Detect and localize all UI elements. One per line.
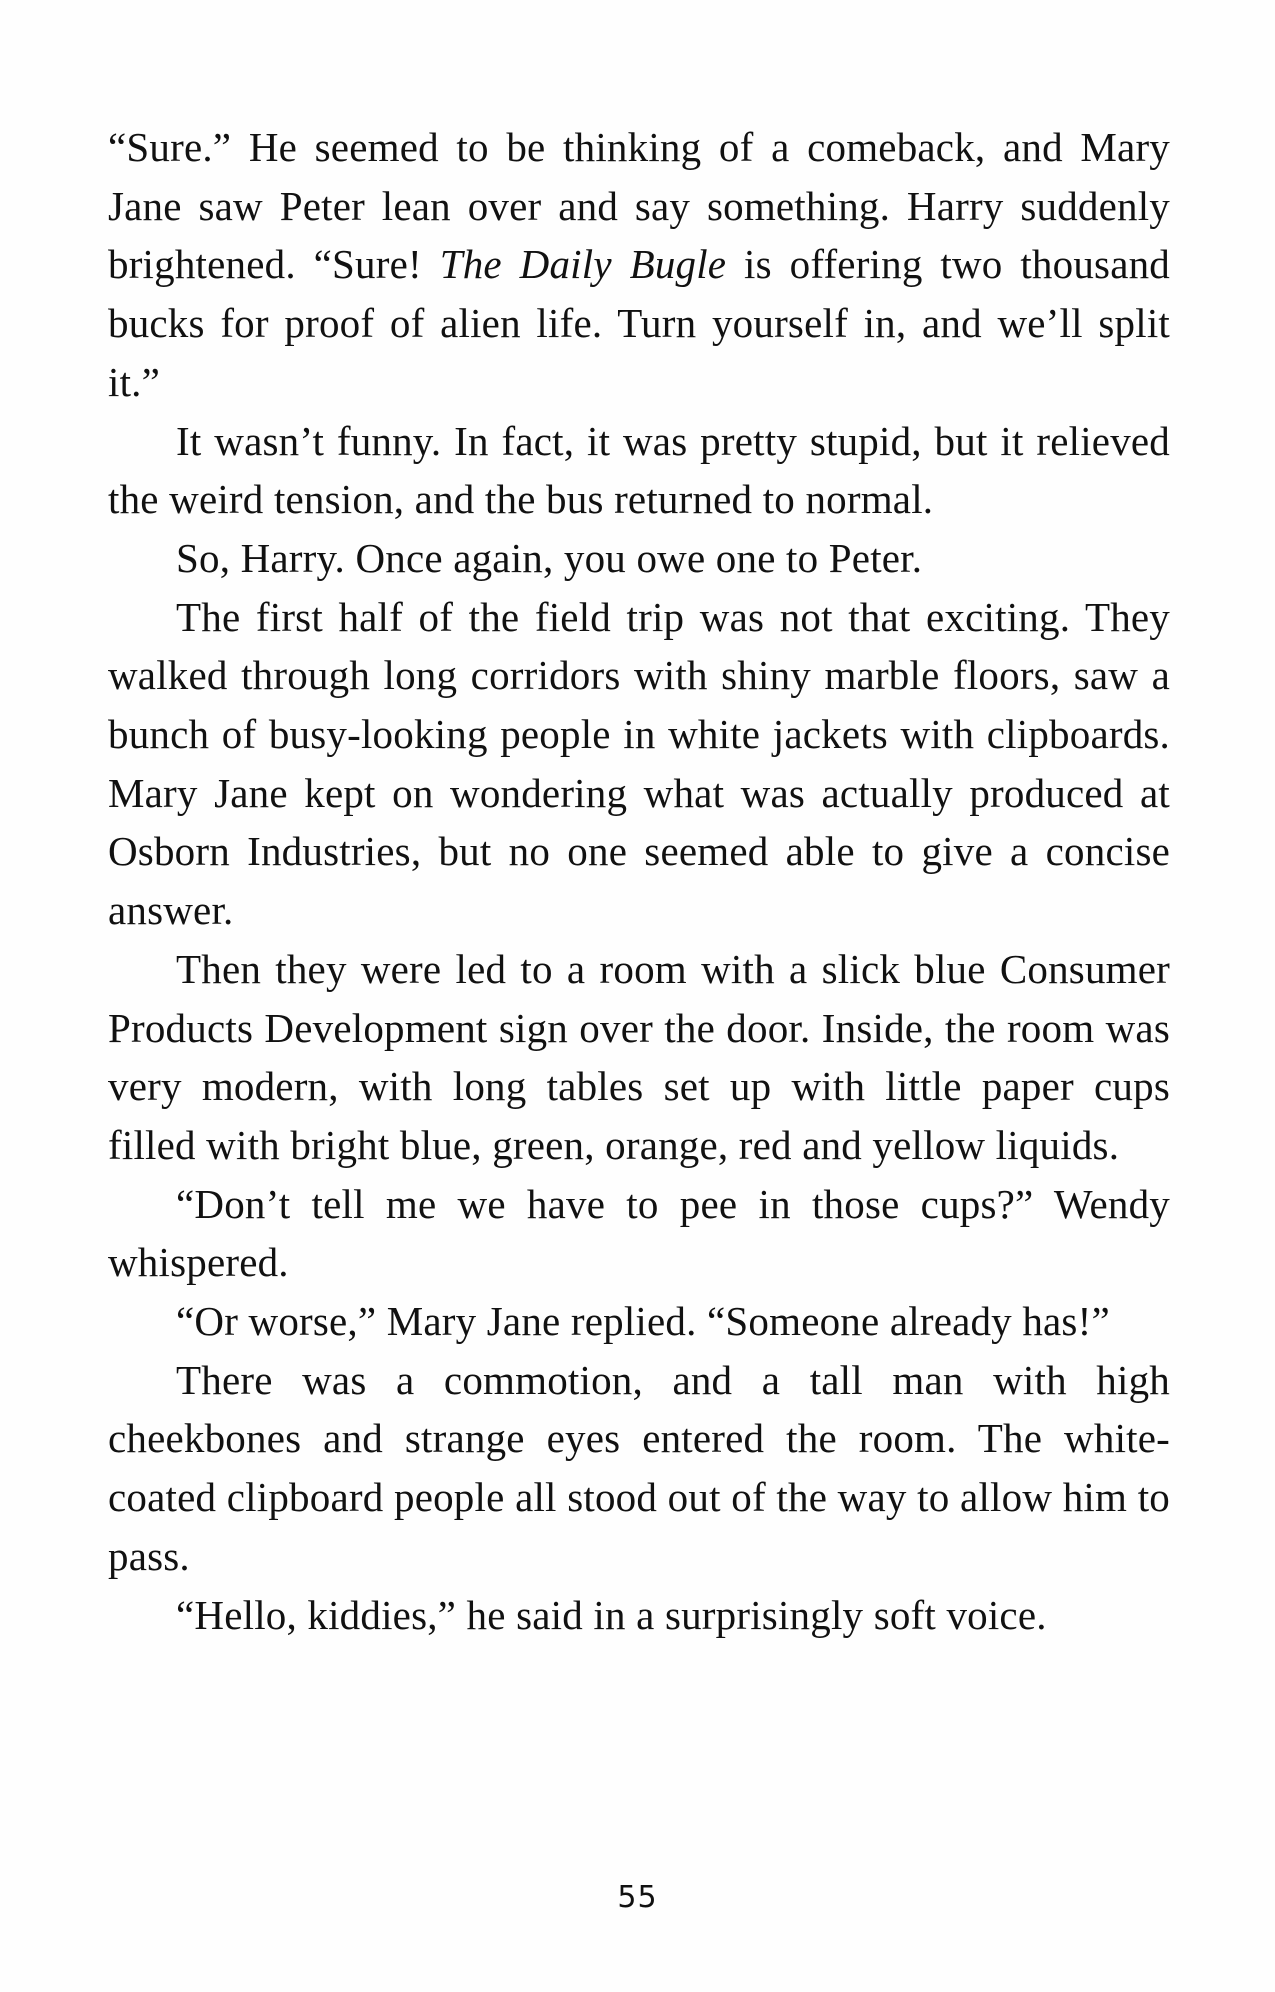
paragraph-8-text: There was a commotion, and a tall man with high cheekbones and strange eyes entered the room. The white-coated clipboard people all stood out of the way to allow him to pass. [108, 1356, 1170, 1579]
paragraph-9-text: “Hello, kiddies,” he said in a surprisingly soft voice. [176, 1591, 1047, 1638]
paragraph-4 [108, 588, 1170, 940]
body-text [108, 118, 1170, 1644]
paragraph-1 [108, 118, 1170, 412]
paragraph-8 [108, 1351, 1170, 1586]
paragraph-5-text: Then they were led to a room with a slick blue Consumer Products Development sign over the door. Inside, the room was very modern, with long tables set up with little paper cups filled with bright blue, green, orange, red and yellow liquids. [108, 945, 1170, 1168]
paragraph-3 [108, 529, 1170, 588]
page-number: 55 [617, 1880, 658, 1915]
paragraph-1-text-b: is offering two thousand bucks for proof of alien life. Turn yourself in, and we’ll split it.” [108, 241, 1170, 405]
paragraph-9 [108, 1586, 1170, 1645]
paragraph-6 [108, 1175, 1170, 1292]
paragraph-4-text: The first half of the field trip was not that exciting. They walked through long corridors with shiny marble floors, saw a bunch of busy-looking people in white jackets with clipboards. Mary Jane kept on wondering what was actually produced at Osborn Industries, but no one seemed able to give a concise answer. [108, 593, 1170, 934]
paragraph-7 [108, 1292, 1170, 1351]
paragraph-2-text: It wasn’t funny. In fact, it was pretty stupid, but it relieved the weird tension, and the bus returned to normal. [108, 417, 1170, 523]
paragraph-6-text: “Don’t tell me we have to pee in those cups?” Wendy whispered. [108, 1180, 1170, 1286]
paragraph-1-text-a: “Sure.” He seemed to be thinking of a comeback, and Mary Jane saw Peter lean over and say something. Harry suddenly brightened. “Sure! [108, 124, 1170, 288]
paragraph-7-text: “Or worse,” Mary Jane replied. “Someone already has!” [176, 1298, 1110, 1345]
paragraph-5 [108, 940, 1170, 1175]
paragraph-2 [108, 412, 1170, 529]
paragraph-3-text: So, Harry. Once again, you owe one to Peter. [176, 534, 923, 581]
newspaper-title: The Daily Bugle [439, 241, 727, 288]
